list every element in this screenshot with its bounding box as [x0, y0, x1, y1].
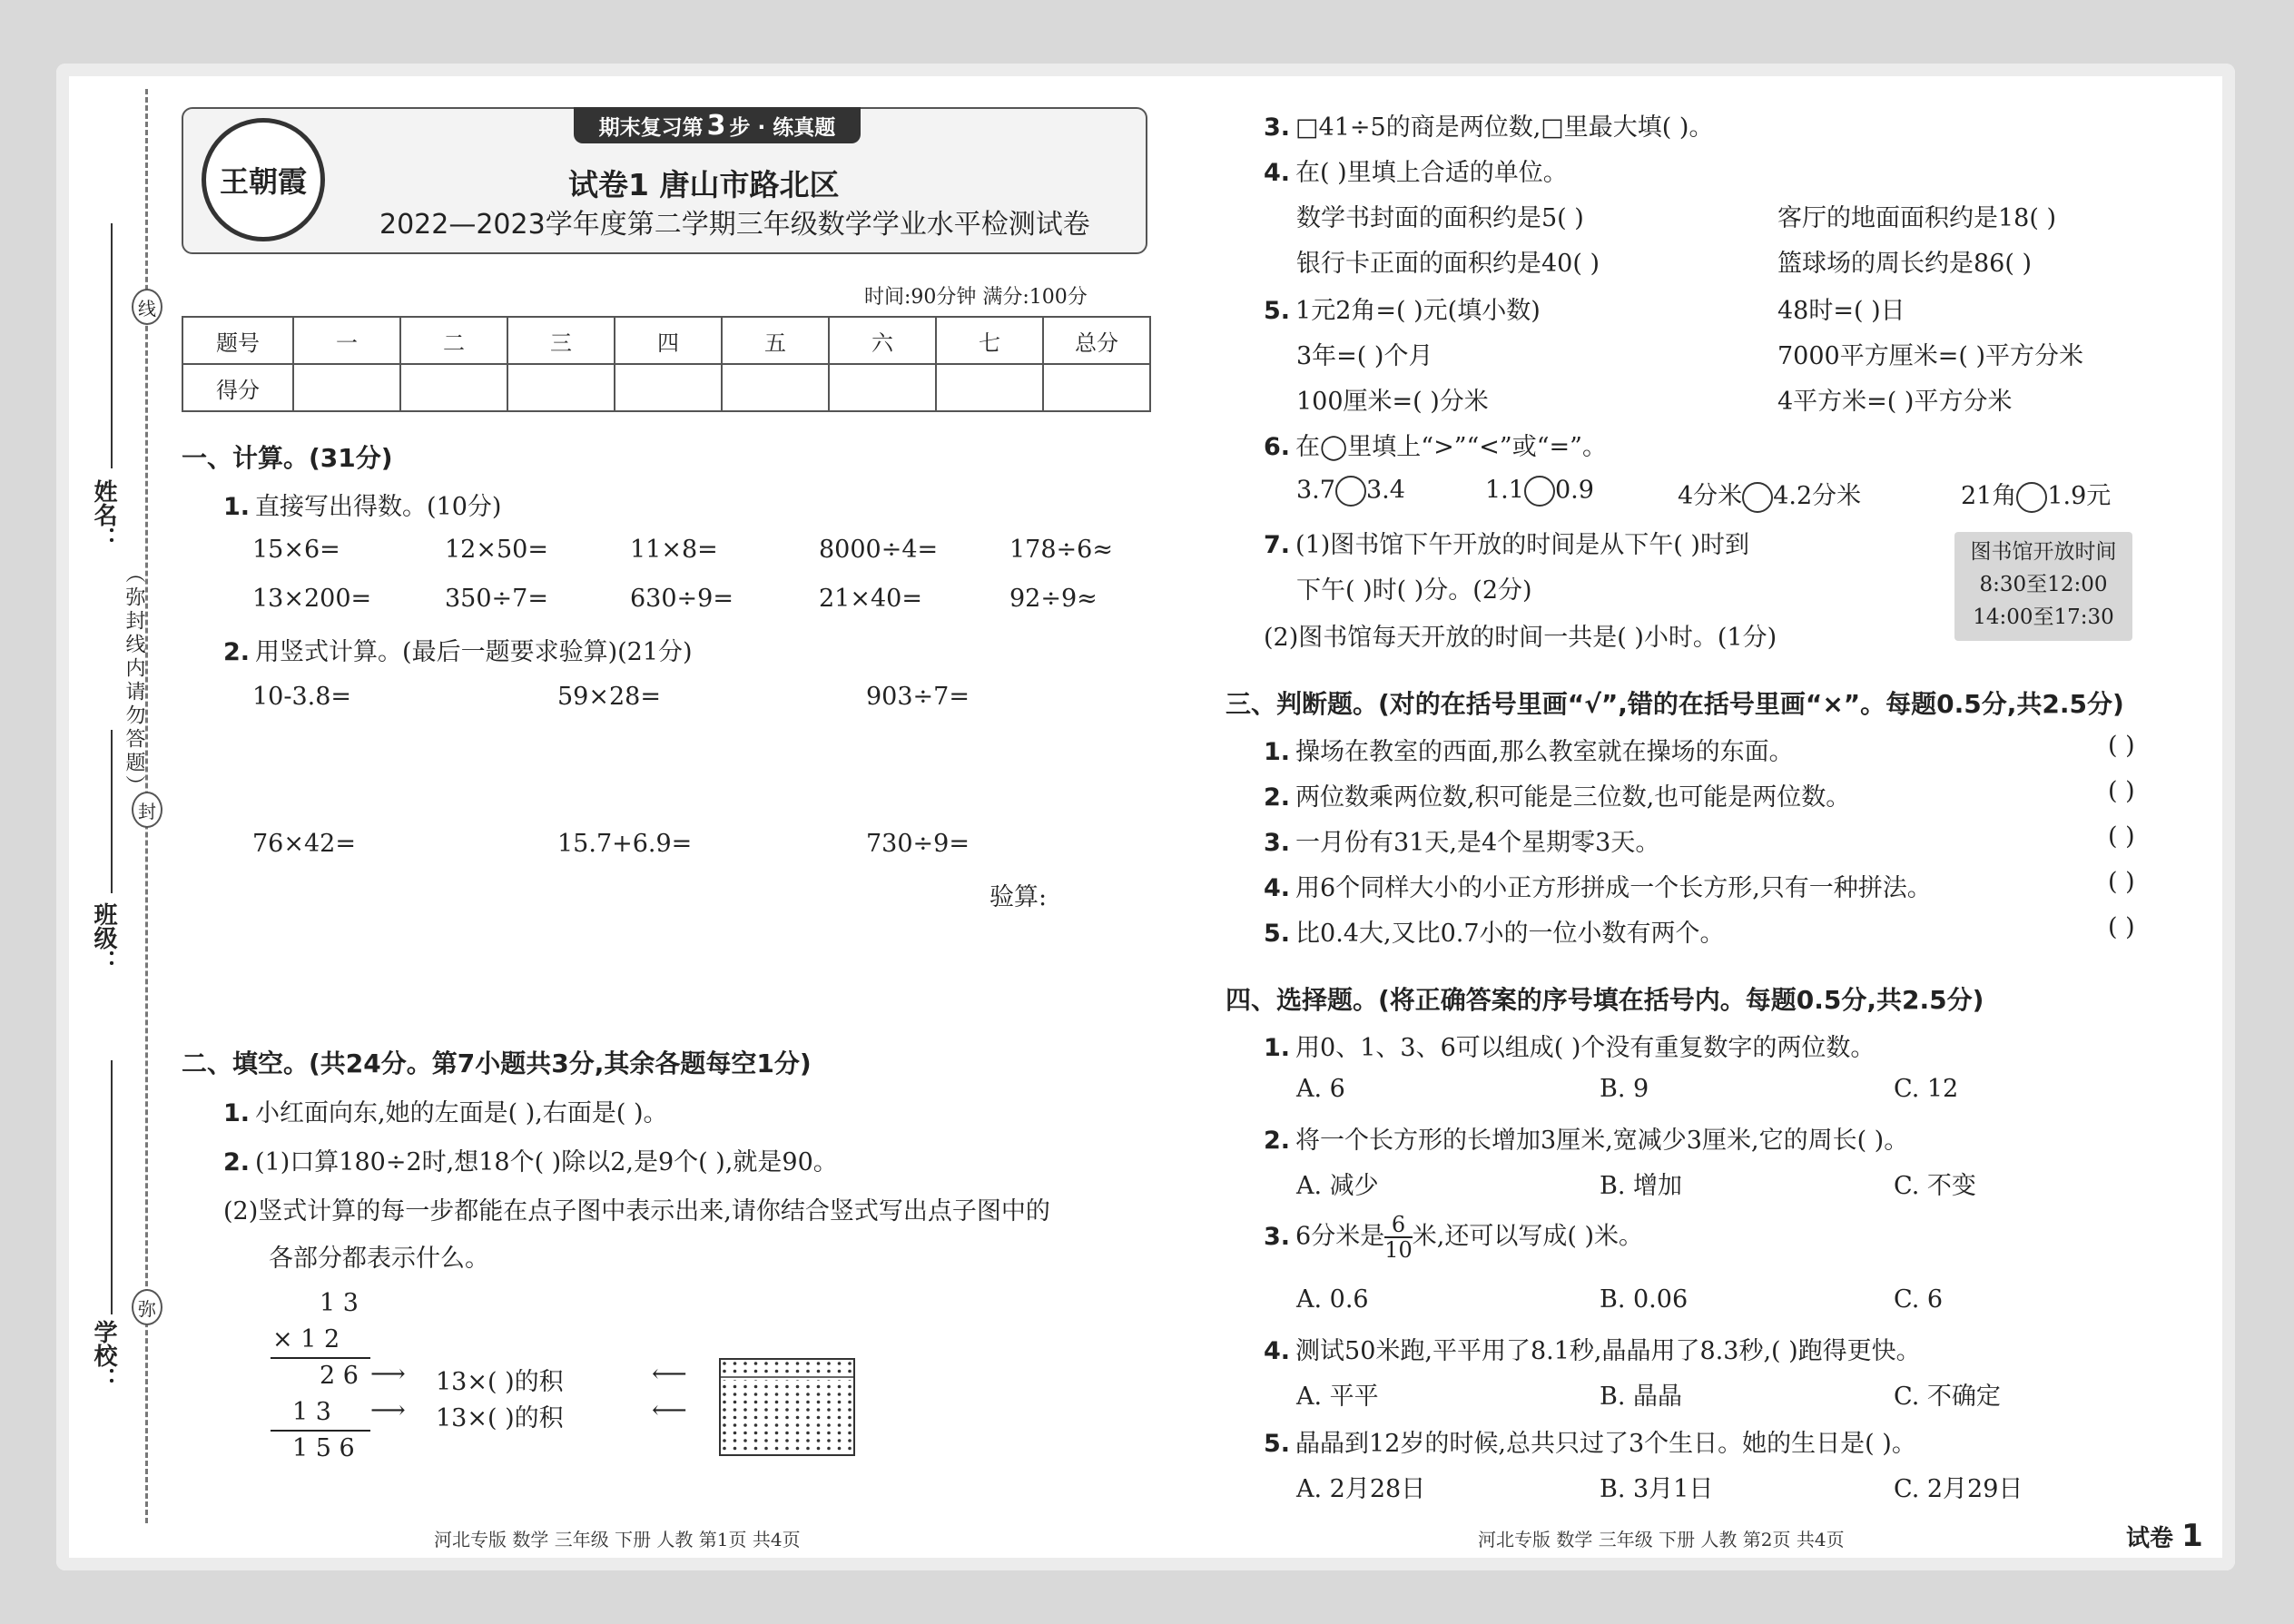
calc-item: 8000÷4=: [819, 536, 939, 564]
choice-option[interactable]: B. 0.06: [1600, 1285, 1689, 1314]
arrow-left: ⟵: [652, 1396, 687, 1424]
judge-bracket[interactable]: ( ): [2108, 732, 2135, 760]
name-field[interactable]: [111, 223, 113, 468]
calc-item: 178÷6≈: [1009, 536, 1113, 564]
compare-circle[interactable]: [1524, 476, 1555, 507]
sec2-q2: 2. (1)口算180÷2时,想18个( )除以2,是9个( ),就是90。: [223, 1148, 838, 1176]
choice-item: 5. 晶晶到12岁的时候,总共只过了3个生日。她的生日是( )。: [1264, 1430, 1916, 1458]
compare-item: 21角 1.9元: [1961, 476, 2111, 513]
calc-item: 12×50=: [445, 536, 548, 564]
choice-item: 2. 将一个长方形的长增加3厘米,宽减少3厘米,它的周长( )。: [1264, 1127, 1909, 1155]
sec2-q2-part2-cont: 各部分都表示什么。: [269, 1245, 489, 1273]
sec2-q7-line3: (2)图书馆每天开放的时间一共是( )小时。(1分): [1264, 624, 1777, 652]
score-cell[interactable]: [615, 364, 722, 411]
unit-item: 银行卡正面的面积约是40( ): [1296, 250, 1600, 278]
choice-option[interactable]: C. 不变: [1894, 1172, 1976, 1200]
arrow-right: ⟶: [370, 1396, 406, 1424]
calc-item: 15×6=: [252, 536, 340, 564]
score-header-cell: 四: [615, 317, 722, 364]
choice-option[interactable]: B. 晶晶: [1600, 1383, 1683, 1411]
calc-item: 13×200=: [252, 585, 372, 613]
compare-circle[interactable]: [1335, 476, 1366, 507]
compare-item: 4分米 4.2分米: [1678, 476, 1861, 513]
score-cell[interactable]: [722, 364, 829, 411]
sec2-q2-part2: (2)竖式计算的每一步都能在点子图中表示出来,请你结合竖式写出点子图中的: [223, 1197, 1050, 1225]
choice-option[interactable]: A. 6: [1296, 1075, 1345, 1103]
vertical-calc: 730÷9=: [866, 830, 970, 858]
seal-mark-feng: 封: [132, 792, 162, 828]
choice-option[interactable]: C. 6: [1894, 1285, 1944, 1314]
sec2-q7-line2: 下午( )时( )分。(2分): [1296, 576, 1532, 605]
library-hours-title: 图书馆开放时间: [1970, 540, 2117, 564]
convert-item: 3年=( )个月: [1296, 342, 1433, 370]
dot-grid: [719, 1358, 855, 1456]
vertical-line: 2 6: [320, 1362, 359, 1390]
score-header-cell: 三: [507, 317, 615, 364]
choice-option[interactable]: A. 减少: [1296, 1172, 1379, 1200]
choice-option[interactable]: B. 增加: [1600, 1172, 1683, 1200]
score-table: [182, 316, 1151, 412]
choice-option[interactable]: C. 12: [1894, 1075, 1959, 1103]
school-field[interactable]: [111, 1060, 113, 1314]
calc-item: 11×8=: [630, 536, 718, 564]
score-cell[interactable]: [507, 364, 615, 411]
class-field[interactable]: [111, 730, 113, 893]
arrow-label: 13×( )的积: [436, 1404, 564, 1432]
seal-mark-xian: 线: [132, 289, 162, 325]
compare-item: 1.1 0.9: [1485, 476, 1594, 507]
vertical-calc: 59×28=: [557, 683, 661, 711]
library-hours-box: [1954, 532, 2132, 641]
vertical-rule: [271, 1430, 370, 1432]
school-label: 学校：: [90, 1320, 117, 1391]
judge-item: 3. 一月份有31天,是4个星期零3天。: [1264, 829, 1660, 857]
judge-bracket[interactable]: ( ): [2108, 913, 2135, 941]
unit-item: 客厅的地面面积约是18( ): [1777, 204, 2057, 232]
unit-item: 数学书封面的面积约是5( ): [1296, 204, 1584, 232]
choice-option[interactable]: B. 3月1日: [1600, 1475, 1714, 1503]
arrow-label: 13×( )的积: [436, 1368, 564, 1396]
sec2-q7: 7. (1)图书馆下午开放的时间是从下午( )时到: [1264, 531, 1749, 559]
exam-title: 试卷1 唐山市路北区: [568, 167, 840, 202]
vertical-rule: [271, 1357, 370, 1359]
vertical-line: 1 3: [292, 1398, 331, 1426]
choice-option[interactable]: C. 2月29日: [1894, 1475, 2023, 1503]
compare-circle[interactable]: [1742, 482, 1773, 513]
score-header-cell: 二: [400, 317, 507, 364]
choice-item: 4. 测试50米跑,平平用了8.1秒,晶晶用了8.3秒,( )跑得更快。: [1264, 1337, 1921, 1365]
section3-title: 三、判断题。(对的在括号里画“√”,错的在括号里画“×”。每题0.5分,共2.5分): [1226, 689, 2124, 719]
vertical-line: 1 3: [320, 1289, 359, 1317]
sec1-q2: 2. 用竖式计算。(最后一题要求验算)(21分): [223, 638, 693, 666]
score-cell[interactable]: [829, 364, 936, 411]
score-row-label: 得分: [182, 364, 293, 411]
library-hours-pm: 14:00至17:30: [1973, 605, 2114, 629]
review-banner: 期末复习第 3 步 · 练真题: [574, 107, 861, 143]
convert-item: 48时=( )日: [1777, 297, 1905, 325]
arrow-left: ⟵: [652, 1360, 687, 1388]
choice-item: 1. 用0、1、3、6可以组成( )个没有重复数字的两位数。: [1264, 1034, 1876, 1062]
sec2-q6: 6. 在◯里填上“>”“<”或“=”。: [1264, 433, 1607, 461]
judge-bracket[interactable]: ( ): [2108, 868, 2135, 896]
score-header-cell: 五: [722, 317, 829, 364]
convert-item: 7000平方厘米=( )平方分米: [1777, 342, 2083, 370]
judge-item: 4. 用6个同样大小的小正方形拼成一个长方形,只有一种拼法。: [1264, 874, 1932, 902]
fraction: $\frac{6}{10}$: [1384, 1212, 1413, 1263]
vertical-calc: 10-3.8=: [252, 683, 352, 711]
seal-warning: （弥封线内请勿答题）: [123, 563, 145, 799]
vertical-line: × 1 2: [272, 1325, 340, 1353]
convert-item: 4平方米=( )平方分米: [1777, 388, 2013, 416]
library-hours-am: 8:30至12:00: [1979, 573, 2108, 596]
choice-option[interactable]: B. 9: [1600, 1075, 1649, 1103]
judge-item: 2. 两位数乘两位数,积可能是三位数,也可能是两位数。: [1264, 783, 1851, 812]
compare-item: 3.7 3.4: [1296, 476, 1405, 507]
score-header-cell: 总分: [1043, 317, 1150, 364]
score-cell[interactable]: [936, 364, 1043, 411]
judge-bracket[interactable]: ( ): [2108, 777, 2135, 805]
score-cell[interactable]: [400, 364, 507, 411]
vertical-line: 1 5 6: [292, 1434, 355, 1462]
calc-item: 21×40=: [819, 585, 922, 613]
section2-title: 二、填空。(共24分。第7小题共3分,其余各题每空1分): [182, 1048, 812, 1078]
calc-item: 92÷9≈: [1009, 585, 1098, 613]
calc-item: 630÷9=: [630, 585, 733, 613]
judge-item: 1. 操场在教室的西面,那么教室就在操场的东面。: [1264, 738, 1794, 766]
convert-item: 100厘米=( )分米: [1296, 388, 1489, 416]
sec2-q4: 4. 在( )里填上合适的单位。: [1264, 159, 1568, 187]
sec2-q5: 5. 1元2角=( )元(填小数): [1264, 297, 1541, 325]
vertical-calc: 76×42=: [252, 830, 356, 858]
brand-logo: 王朝霞: [202, 118, 325, 241]
score-header-cell: 一: [293, 317, 400, 364]
sec2-q3: 3. □41÷5的商是两位数,□里最大填( )。: [1264, 113, 1714, 142]
choice-option[interactable]: A. 0.6: [1296, 1285, 1369, 1314]
unit-item: 篮球场的周长约是86( ): [1777, 250, 2033, 278]
vertical-calc: 15.7+6.9=: [557, 830, 693, 858]
name-label: 姓名：: [90, 479, 117, 550]
compare-circle[interactable]: [2016, 482, 2047, 513]
sec2-q1: 1. 小红面向东,她的左面是( ),右面是( )。: [223, 1099, 668, 1127]
time-info: 时间:90分钟 满分:100分: [864, 286, 1088, 309]
footer-right: 河北专版 数学 三年级 下册 人教 第2页 共4页: [1478, 1529, 1845, 1550]
choice-item: 3. 6分米是 $\frac{6}{10}$ 米,还可以写成( )米。: [1264, 1212, 1644, 1263]
paper-label: 试卷 1: [2126, 1518, 2203, 1554]
score-header-cell: 七: [936, 317, 1043, 364]
exam-subtitle: 2022—2023学年度第二学期三年级数学学业水平检测试卷: [379, 209, 1090, 241]
calc-item: 350÷7=: [445, 585, 548, 613]
choice-option[interactable]: A. 平平: [1296, 1383, 1379, 1411]
score-header-cell: 六: [829, 317, 936, 364]
check-label: 验算:: [989, 883, 1048, 911]
section4-title: 四、选择题。(将正确答案的序号填在括号内。每题0.5分,共2.5分): [1226, 985, 1984, 1015]
section1-title: 一、计算。(31分): [182, 443, 393, 473]
judge-item: 5. 比0.4大,又比0.7小的一位小数有两个。: [1264, 920, 1725, 948]
judge-bracket[interactable]: ( ): [2108, 822, 2135, 851]
score-cell[interactable]: [293, 364, 400, 411]
arrow-right: ⟶: [370, 1360, 406, 1388]
choice-option[interactable]: A. 2月28日: [1296, 1475, 1426, 1503]
score-header-cell: 题号: [182, 317, 293, 364]
footer-left: 河北专版 数学 三年级 下册 人教 第1页 共4页: [434, 1529, 801, 1550]
class-label: 班级：: [90, 902, 117, 973]
vertical-calc: 903÷7=: [866, 683, 970, 711]
score-cell[interactable]: [1043, 364, 1150, 411]
sec1-q1: 1. 直接写出得数。(10分): [223, 493, 502, 521]
seal-mark-mi: 弥: [132, 1289, 162, 1325]
choice-option[interactable]: C. 不确定: [1894, 1383, 2001, 1411]
